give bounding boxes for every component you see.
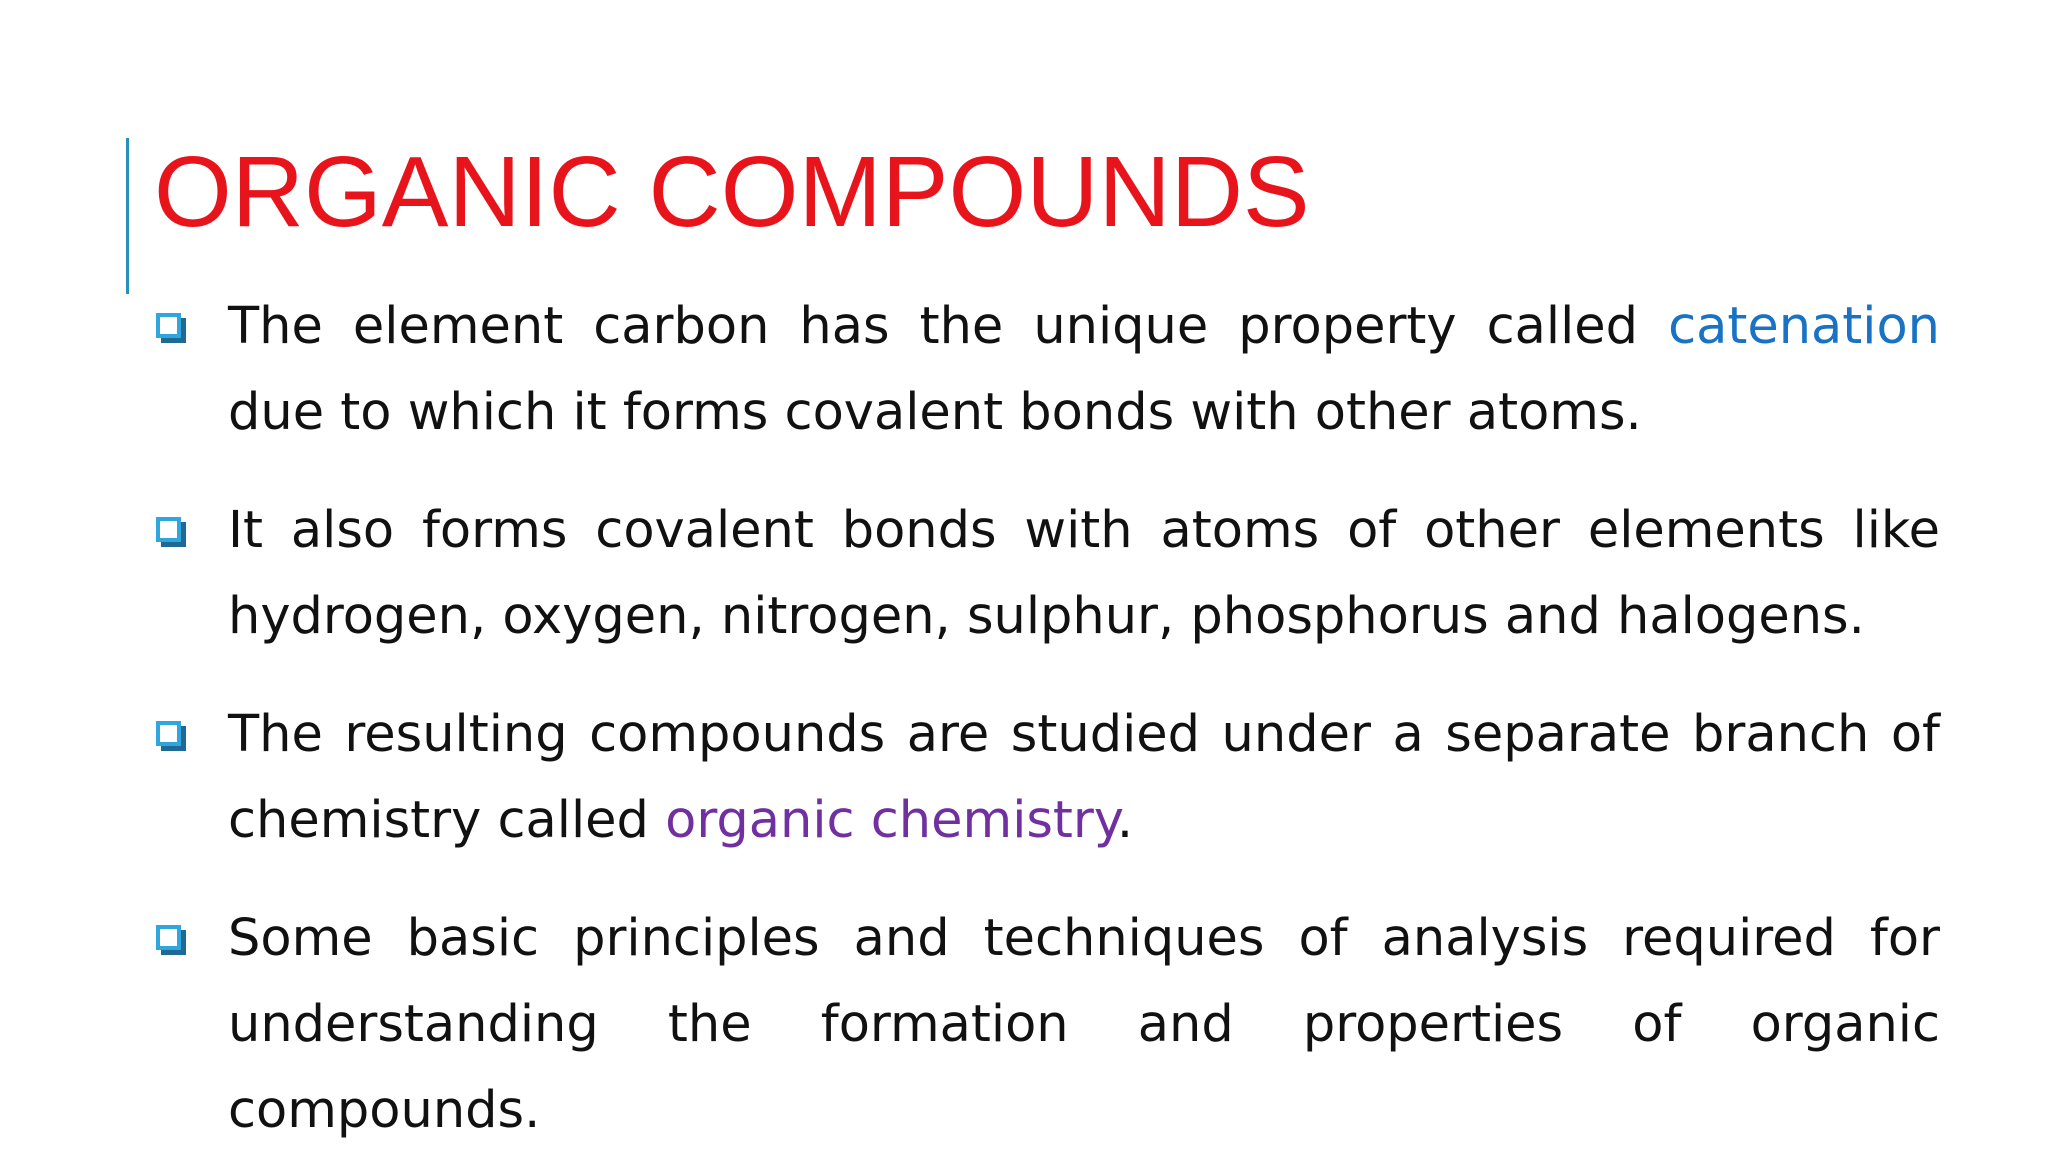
- title-accent-bar: [126, 138, 129, 294]
- bullet-text: The resulting compounds are studied under a separate branch of chemistry called: [228, 705, 1940, 850]
- bullet-item: [150, 692, 1940, 864]
- bullet-item: [150, 488, 1940, 660]
- bullet-item: [150, 896, 1940, 1152]
- square-checkbox-icon: [156, 313, 181, 338]
- slide-title: ORGANIC COMPOUNDS: [154, 136, 1310, 248]
- bullet-text: The element carbon has the unique property called: [228, 297, 1669, 356]
- bullet-text-end: .: [1116, 791, 1134, 850]
- bullet-list: [150, 284, 1940, 1152]
- highlight-catenation: catenation: [1668, 297, 1940, 356]
- bullet-item: [150, 284, 1940, 456]
- square-checkbox-icon: [156, 925, 181, 950]
- highlight-organic-chemistry: organic chemistry: [665, 791, 1117, 850]
- bullet-text-end: due to which it forms covalent bonds with other atoms.: [228, 383, 1642, 442]
- square-checkbox-icon: [156, 721, 181, 746]
- square-checkbox-icon: [156, 517, 181, 542]
- bullet-text: Some basic principles and techniques of analysis required for understanding the formation and properties of organic compounds.: [228, 909, 1940, 1140]
- bullet-text: It also forms covalent bonds with atoms of other elements like hydrogen, oxygen, nitrogen, sulphur, phosphorus and halogens.: [228, 501, 1940, 646]
